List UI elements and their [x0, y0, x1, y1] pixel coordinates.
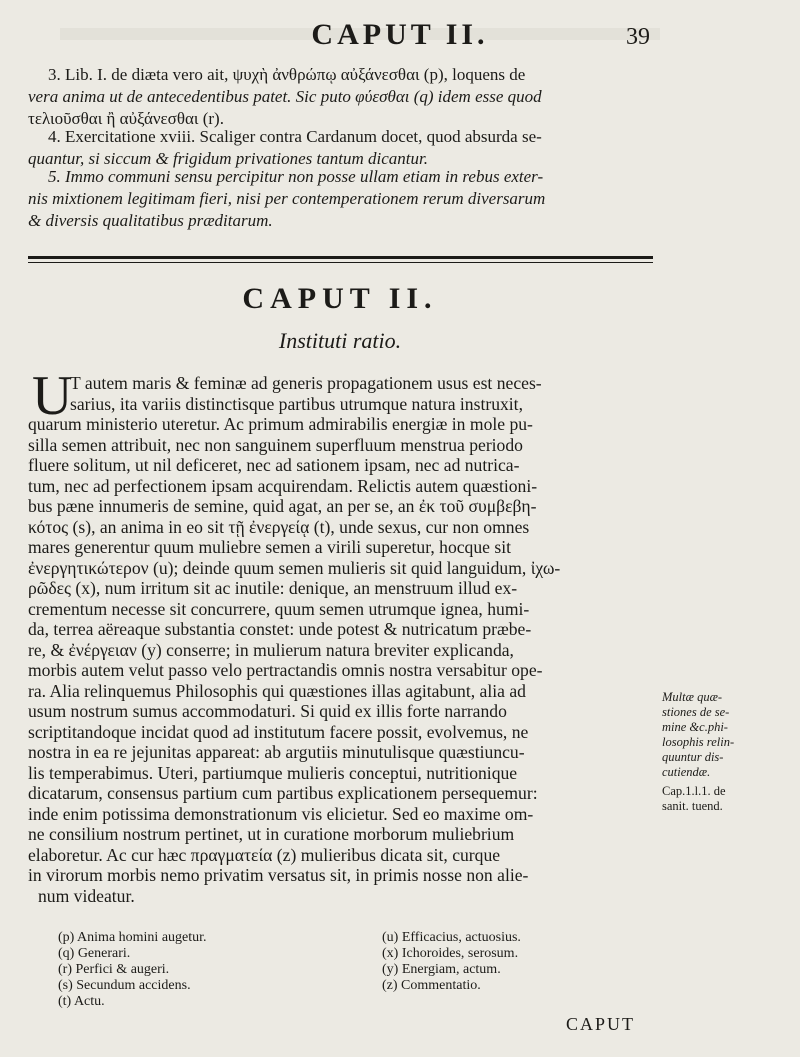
footnotes-left — [58, 930, 207, 1010]
body-line: crementum necesse sit concurrere, quum semen utrumque ignea, humi- — [28, 598, 530, 619]
footnote: (z) Commentatio. — [382, 978, 481, 993]
body-line: sarius, ita variis distinctisque partibus utrumque natura instruxit, — [70, 393, 523, 414]
body-text — [28, 373, 560, 906]
body-line: usum nostrum sumus accommodaturi. Si quid ex illis forte narrando — [28, 701, 507, 721]
footnote: (x) Ichoroides, serosum. — [382, 946, 519, 961]
chapter-title: CAPUT II. — [242, 282, 438, 315]
body-line: mares generentur quum muliebre semen a virili superetur, hocque sit — [28, 537, 511, 557]
note-3-line-3: τελιοῦσθαι ἢ αὐξάνεσθαι (r). — [28, 109, 224, 128]
catchword: CAPUT — [566, 1014, 636, 1034]
footnote: (r) Perfici & augeri. — [58, 962, 170, 977]
body-line: scriptitandoque incidat quod ad institutum facere possit, evolvemus, ne — [28, 721, 529, 742]
body-line: in virorum morbis nemo privatim versatus sit, in primis nosse non alie- — [28, 865, 529, 885]
note-5-line-2: nis mixtionem legitimam fieri, nisi per contemperationem rerum diversarum — [28, 189, 546, 208]
note-4-line-1: 4. Exercitatione xviii. Scaliger contra Cardanum docet, quod absurda se- — [48, 127, 542, 146]
margin-note-ref: Cap.1.l.1. de — [662, 784, 726, 798]
margin-note-line: stiones de se- — [662, 705, 730, 719]
margin-note-line: mine &c.phi- — [662, 720, 728, 734]
margin-note-line: quuntur dis- — [662, 750, 724, 764]
note-5-line-3: & diversis qualitatibus præditarum. — [28, 211, 273, 230]
body-line: elaboretur. Ac cur hæc πραγματεία (z) mulieribus dicata sit, curque — [28, 844, 501, 865]
margin-note-line: cutiendæ. — [662, 765, 711, 779]
footnotes-right — [382, 930, 521, 994]
body-line: silla semen attribuit, nec non sanguinem superfluum menstrua periodo — [28, 434, 523, 455]
body-line: dicatarum, consensus partium cum partibus explicationem persequemur: — [28, 783, 538, 803]
page-number: 39 — [626, 24, 650, 50]
body-line: ra. Alia relinquemus Philosophis qui quæstiones illas agitabunt, alia ad — [28, 680, 526, 701]
body-line: morbis autem velut passo velo pertractandis omnis nostra versabitur ope- — [28, 660, 543, 680]
body-line: quarum ministerio uteretur. Ac primum admirabilis energiæ in mole pu- — [28, 414, 533, 434]
margin-note-ref: sanit. tuend. — [662, 799, 723, 813]
body-line: κότος (s), an anima in eo sit τῇ ἐνεργείᾳ (t), unde sexus, cur non omnes — [28, 516, 530, 537]
chapter-subtitle: Instituti ratio. — [278, 328, 402, 353]
margin-note — [662, 690, 734, 814]
footnote: (s) Secundum accidens. — [58, 978, 191, 993]
body-line: fluere solitum, ut nil deficeret, nec ad sationem ipsam, nec ad nutrica- — [28, 455, 520, 475]
footnote: (p) Anima homini augetur. — [58, 930, 207, 945]
body-line: re, & ἐνέργειαν (y) conserre; in mulierum natura breviter explicanda, — [28, 639, 514, 660]
drop-cap: U — [32, 365, 73, 427]
section-rule — [28, 256, 653, 259]
body-line: tum, nec ad perfectionem ipsam acquirendam. Relictis autem quæstioni- — [28, 475, 538, 496]
body-line: nostra in ea re jejunitas appareat: ab argutiis minutulisque quæstiuncu- — [28, 742, 525, 762]
footnote: (t) Actu. — [58, 994, 105, 1009]
body-line: num videatur. — [38, 885, 135, 906]
body-line: T autem maris & feminæ ad generis propagationem usus est neces- — [70, 373, 542, 393]
note-3-line-1: 3. Lib. I. de diæta vero ait, ψυχὴ ἀνθρώπῳ αὐξάνεσθαι (p), loquens de — [48, 65, 526, 84]
body-line: inde enim potissima demonstrationum vis elicietur. Sed eo maxime om- — [28, 803, 534, 824]
note-5-line-1: 5. Immo communi sensu percipitur non posse ullam etiam in rebus exter- — [48, 167, 544, 186]
body-line: bus pæne innumeris de semine, quid agat, an per se, an ἐκ τοῦ συμβεβη- — [28, 496, 537, 516]
note-4-line-2: quantur, si siccum & frigidum privationes tantum dicantur. — [28, 149, 428, 168]
footnote: (y) Energiam, actum. — [382, 962, 501, 977]
footnote: (q) Generari. — [58, 946, 131, 961]
footnote: (u) Efficacius, actuosius. — [382, 930, 521, 945]
body-line: ne consilium nostrum pertinet, ut in curatione morborum muliebrium — [28, 824, 515, 844]
note-4 — [28, 126, 542, 170]
section-rule-thin — [28, 262, 653, 263]
body-line: lis temperabimus. Uteri, partiumque mulieris conceptui, nutritionique — [28, 762, 518, 783]
note-5 — [28, 166, 546, 232]
body-line: da, terrea aëreaque substantia constet: unde potest & nutricatum præbe- — [28, 619, 532, 639]
margin-note-line: losophis relin- — [662, 735, 735, 749]
margin-note-line: Multæ quæ- — [662, 690, 723, 704]
body-line: ἐνεργητικώτερον (u); deinde quum semen mulieris sit quid languidum, ἰχω- — [28, 557, 561, 578]
running-head: CAPUT II. — [311, 18, 489, 51]
body-line: ρῶδες (x), num irritum sit ac inutile: denique, an menstruum illud ex- — [28, 578, 518, 598]
note-3-line-2: vera anima ut de antecedentibus patet. Sic puto φύεσθαι (q) idem esse quod — [28, 87, 542, 106]
note-3 — [28, 64, 542, 130]
